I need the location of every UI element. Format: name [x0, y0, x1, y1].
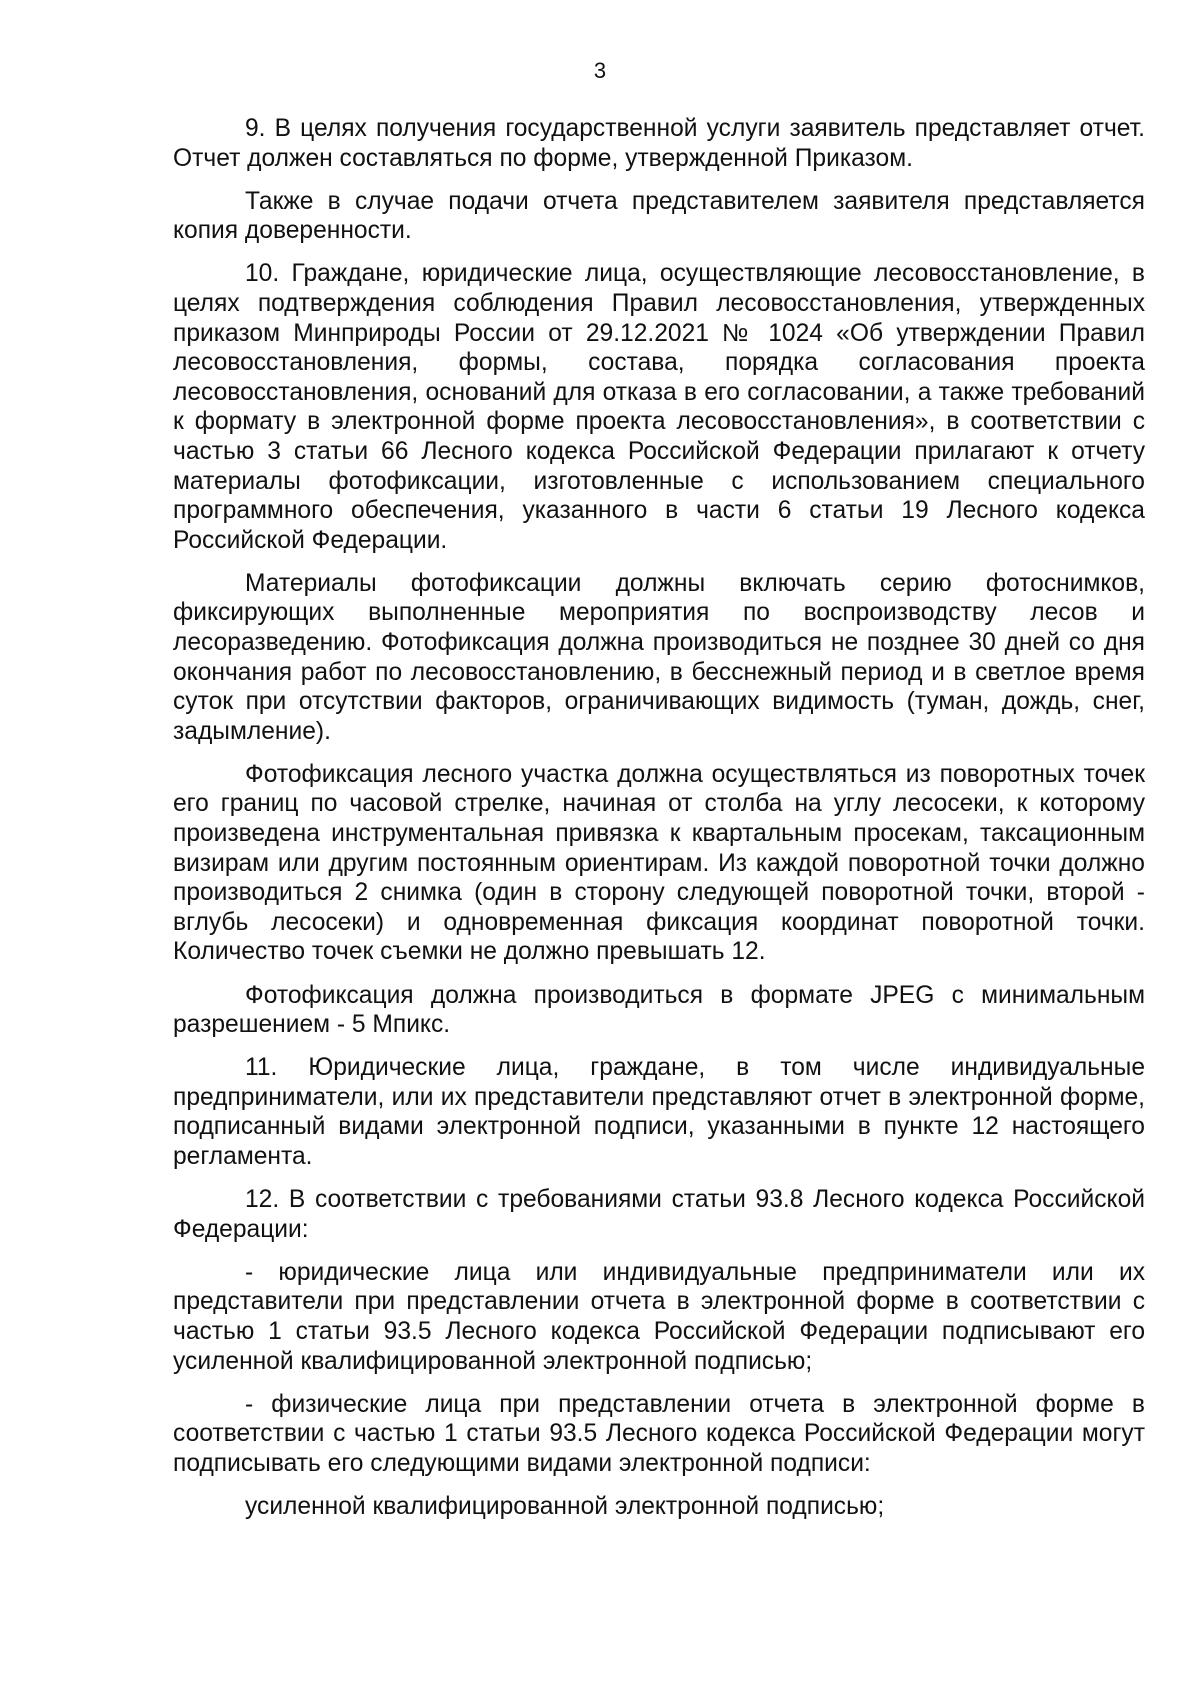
list-item-legal-entities: - юридические лица или индивидуальные предприниматели или их представители при представлении отчета в электронной форме в соответствии с частью 1 статьи 93.5 Лесного кодекса Российской Федерации подписывают его усиленной квалифицированной электронной подписью;: [173, 1258, 1145, 1375]
paragraph-photo-materials: Материалы фотофиксации должны включать серию фотоснимков, фиксирующих выполненные мероприятия по воспроизводству лесов и лесоразведению. Фотофиксация должна производиться не позднее 30 дней со дня окончания работ по лесовосстановлению, в бесснежный период и в светлое время суток при отсутствии факторов, ограничивающих видимость (туман, дождь, снег, задымление).: [173, 569, 1145, 745]
paragraph-photo-format: Фотофиксация должна производиться в формате JPEG с минимальным разрешением - 5 Мпикс.: [173, 981, 1145, 1039]
paragraph-12: 12. В соответствии с требованиями статьи 93.8 Лесного кодекса Российской Федерации:: [173, 1186, 1145, 1243]
page-number: 3: [593, 58, 607, 83]
document-body: [173, 114, 1145, 1535]
paragraph-photo-procedure: Фотофиксация лесного участка должна осуществляться из поворотных точек его границ по часовой стрелке, начиная от столба на углу лесосеки, к которому произведена инструментальная привязка к квартальным просекам, таксационным визирам или другим постоянным ориентирам. Из каждой поворотной точки должно производиться 2 снимка (один в сторону следующей поворотной точки, второй - вглубь лесосеки) и одновременная фиксация координат поворотной точки. Количество точек съемки не должно превышать 12.: [173, 760, 1145, 966]
paragraph-9: 9. В целях получения государственной услуги заявитель представляет отчет. Отчет должен составляться по форме, утвержденной Приказом.: [173, 115, 1145, 172]
paragraph-10: 10. Граждане, юридические лица, осуществляющие лесовосстановление, в целях подтверждения соблюдения Правил лесовосстановления, утвержденных приказом Минприроды России от 29.12.2021 № 1024 «Об утверждении Правил лесовосстановления, формы, состава, порядка согласования проекта лесовосстановления, оснований для отказа в его согласовании, а также требований к формату в электронной форме проекта лесовосстановления», в соответствии с частью 3 статьи 66 Лесного кодекса Российской Федерации прилагают к отчету материалы фотофиксации, изготовленные с использованием специального программного обеспечения, указанного в части 6 статьи 19 Лесного кодекса Российской Федерации.: [173, 260, 1145, 554]
list-item-individuals: - физические лица при представлении отчета в электронной форме в соответствии с частью 1 статьи 93.5 Лесного кодекса Российской Федерации могут подписывать его следующими видами электронной подписи:: [173, 1390, 1145, 1477]
paragraph-11: 11. Юридические лица, граждане, в том числе индивидуальные предприниматели, или их представители представляют отчет в электронной форме, подписанный видами электронной подписи, указанными в пункте 12 настоящего регламента.: [173, 1054, 1145, 1170]
list-item-qualified-signature: усиленной квалифицированной электронной подписью;: [245, 1492, 885, 1520]
paragraph-power-of-attorney: Также в случае подачи отчета представителем заявителя представляется копия доверенности.: [173, 187, 1145, 245]
